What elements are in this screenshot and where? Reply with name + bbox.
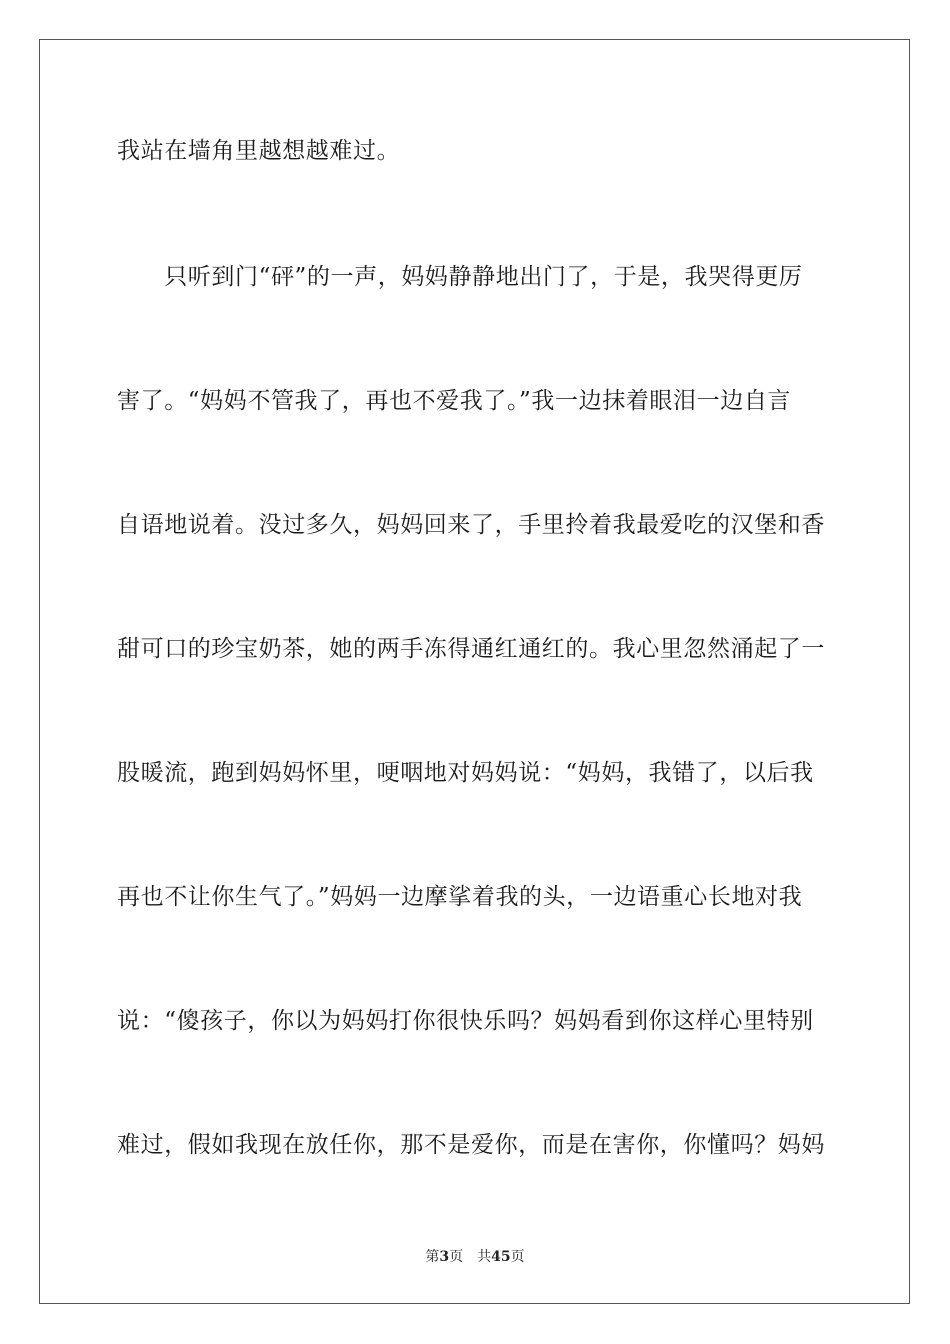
text-line-1: 我站在墙角里越想越难过。	[117, 138, 401, 164]
text-line-4: 自语地说着。没过多久，妈妈回来了，手里拎着我最爱吃的汉堡和香	[117, 512, 825, 538]
text-line-3: 害了。“妈妈不管我了，再也不爱我了。”我一边抹着眼泪一边自言	[117, 388, 792, 414]
total-suffix: 页	[510, 1249, 525, 1265]
text-line-5: 甜可口的珍宝奶茶，她的两手冻得通红通红的。我心里忽然涌起了一	[117, 636, 825, 662]
total-pages: 45	[491, 1249, 511, 1265]
text-line-8: 说：“傻孩子，你以为妈妈打你很快乐吗？妈妈看到你这样心里特别	[117, 1008, 814, 1034]
text-line-6: 股暖流，跑到妈妈怀里，哽咽地对妈妈说：“妈妈，我错了，以后我	[117, 760, 814, 786]
page-border	[39, 39, 910, 1304]
text-line-2: 只听到门“砰”的一声，妈妈静静地出门了，于是，我哭得更厉	[117, 264, 803, 290]
text-line-9: 难过，假如我现在放任你，那不是爱你，而是在害你，你懂吗？妈妈	[117, 1132, 825, 1158]
total-prefix: 共	[477, 1249, 492, 1265]
page-footer	[0, 1247, 950, 1267]
page-prefix: 第	[425, 1249, 440, 1265]
text-line-7: 再也不让你生气了。”妈妈一边摩挲着我的头，一边语重心长地对我	[117, 884, 803, 910]
page-suffix: 页	[449, 1249, 464, 1265]
page-number: 3	[439, 1249, 450, 1265]
